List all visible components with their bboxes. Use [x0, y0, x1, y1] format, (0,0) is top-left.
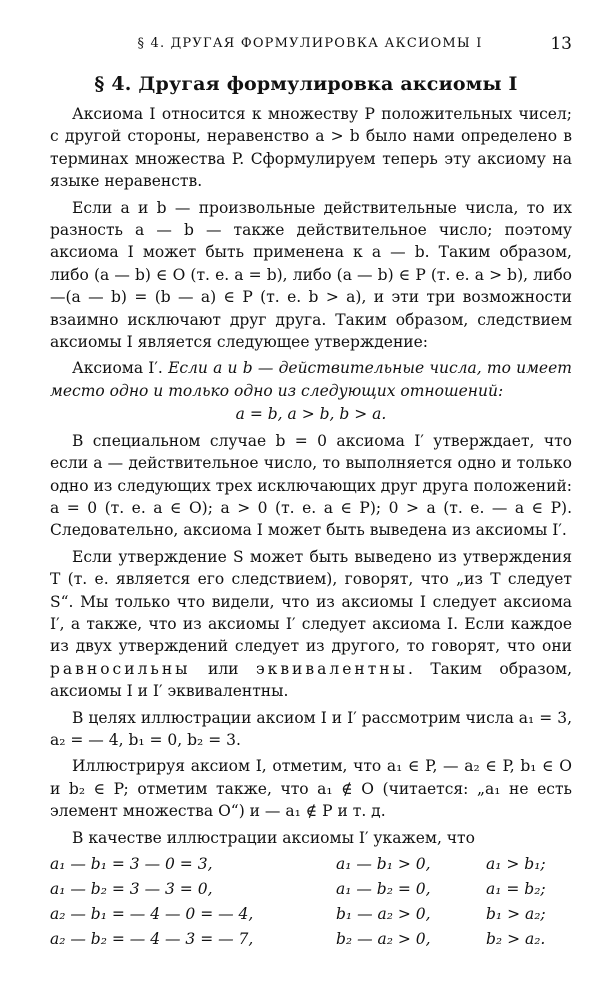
equation-row	[50, 877, 572, 902]
paragraph-5-text-b: . Таким образом, аксиомы I и I′ эквивалентны.	[50, 659, 573, 701]
equation-difference: a₂ — b₂ = — 4 — 3 = — 7,	[50, 930, 254, 949]
paragraph-8: В качестве иллюстрации аксиомы I′ укажем, что	[72, 828, 475, 847]
section-title: § 4. Другая формулировка аксиомы I	[94, 73, 518, 95]
paragraph-6: В целях иллюстрации аксиом I и I′ рассмотрим числа a₁ = 3, a₂ = — 4, b₁ = 0, b₂ = 3.	[50, 708, 572, 749]
body-text	[50, 103, 572, 952]
equation-relation: b₁ > a₂;	[486, 905, 546, 924]
equation-difference: a₂ — b₁ = — 4 — 0 = — 4,	[50, 905, 254, 924]
equations-table	[50, 852, 572, 952]
spaced-term-2: эквивалентны	[255, 659, 408, 678]
axiom-statement	[50, 357, 572, 402]
equation-row	[50, 902, 572, 927]
paragraph-5-text-a: Если утверждение S может быть выведено из утверждения T (т. е. является его следствием), говорят, что „из T следует S“. Мы только что видели, что из аксиомы I следует аксиома I′, а также, что из аксиомы I′ следует аксиома I. Если каждое из двух утверждений следует из другого, то говорят, что они	[50, 547, 572, 656]
equation-row	[50, 852, 572, 877]
paragraph-5	[50, 546, 572, 703]
equation-difference: a₁ — b₁ = 3 — 0 = 3,	[50, 855, 213, 874]
equation-row	[50, 927, 572, 952]
paragraph-2: Если a и b — произвольные действительные числа, то их разность a — b — также действительное число; поэтому аксиома I может быть применена к a — b. Таким образом, либо (a — b) ∈ O (т. е. a = b), либо (a — b) ∈ P (т. е. a > b), либо —(a — b) = (b — a) ∈ P (т. е. b > a), и эти три возможности взаимно исключают друг друга. Таким образом, следствием аксиомы I является следующее утверждение:	[50, 198, 572, 352]
paragraph-5-or: или	[207, 659, 239, 678]
equation-inequality: b₂ — a₂ > 0,	[336, 930, 431, 949]
axiom-formula: a = b, a > b, b > a.	[235, 405, 387, 424]
equation-inequality: b₁ — a₂ > 0,	[336, 905, 431, 924]
equation-relation: a₁ > b₁;	[486, 855, 546, 874]
page-number: 13	[550, 34, 572, 54]
axiom-label: Аксиома I′.	[72, 359, 163, 378]
equation-relation: b₂ > a₂.	[486, 930, 546, 949]
equation-inequality: a₁ — b₂ = 0,	[336, 880, 431, 899]
running-head: § 4. ДРУГАЯ ФОРМУЛИРОВКА АКСИОМЫ I	[137, 36, 483, 51]
equation-relation: a₁ = b₂;	[486, 880, 546, 899]
equation-inequality: a₁ — b₁ > 0,	[336, 855, 431, 874]
paragraph-1: Аксиома I относится к множеству P положительных чисел; с другой стороны, неравенство a > b было нами определено в терминах множества P. Сформулируем теперь эту аксиому на языке неравенств.	[50, 105, 572, 191]
axiom-text: Если a и b — действительные числа, то имеет место одно и только одно из следующих отношений:	[50, 359, 572, 400]
paragraph-7: Иллюстрируя аксиом I, отметим, что a₁ ∈ P, — a₂ ∈ P, b₁ ∈ O и b₂ ∈ P; отметим также, что a₁ ∉ O (читается: „a₁ не есть элемент множества O“) и — a₁ ∉ P и т. д.	[50, 757, 572, 821]
paragraph-4: В специальном случае b = 0 аксиома I′ утверждает, что если a — действительное число, то выполняется одно и только одно из следующих трех исключающих друг друга положений: a = 0 (т. е. a ∈ O); a > 0 (т. е. a ∈ P); 0 > a (т. е. — a ∈ P). Следовательно, аксиома I может быть выведена из аксиомы I′.	[50, 431, 572, 540]
spaced-term-1: равносильны	[50, 659, 191, 678]
equation-difference: a₁ — b₂ = 3 — 3 = 0,	[50, 880, 213, 899]
